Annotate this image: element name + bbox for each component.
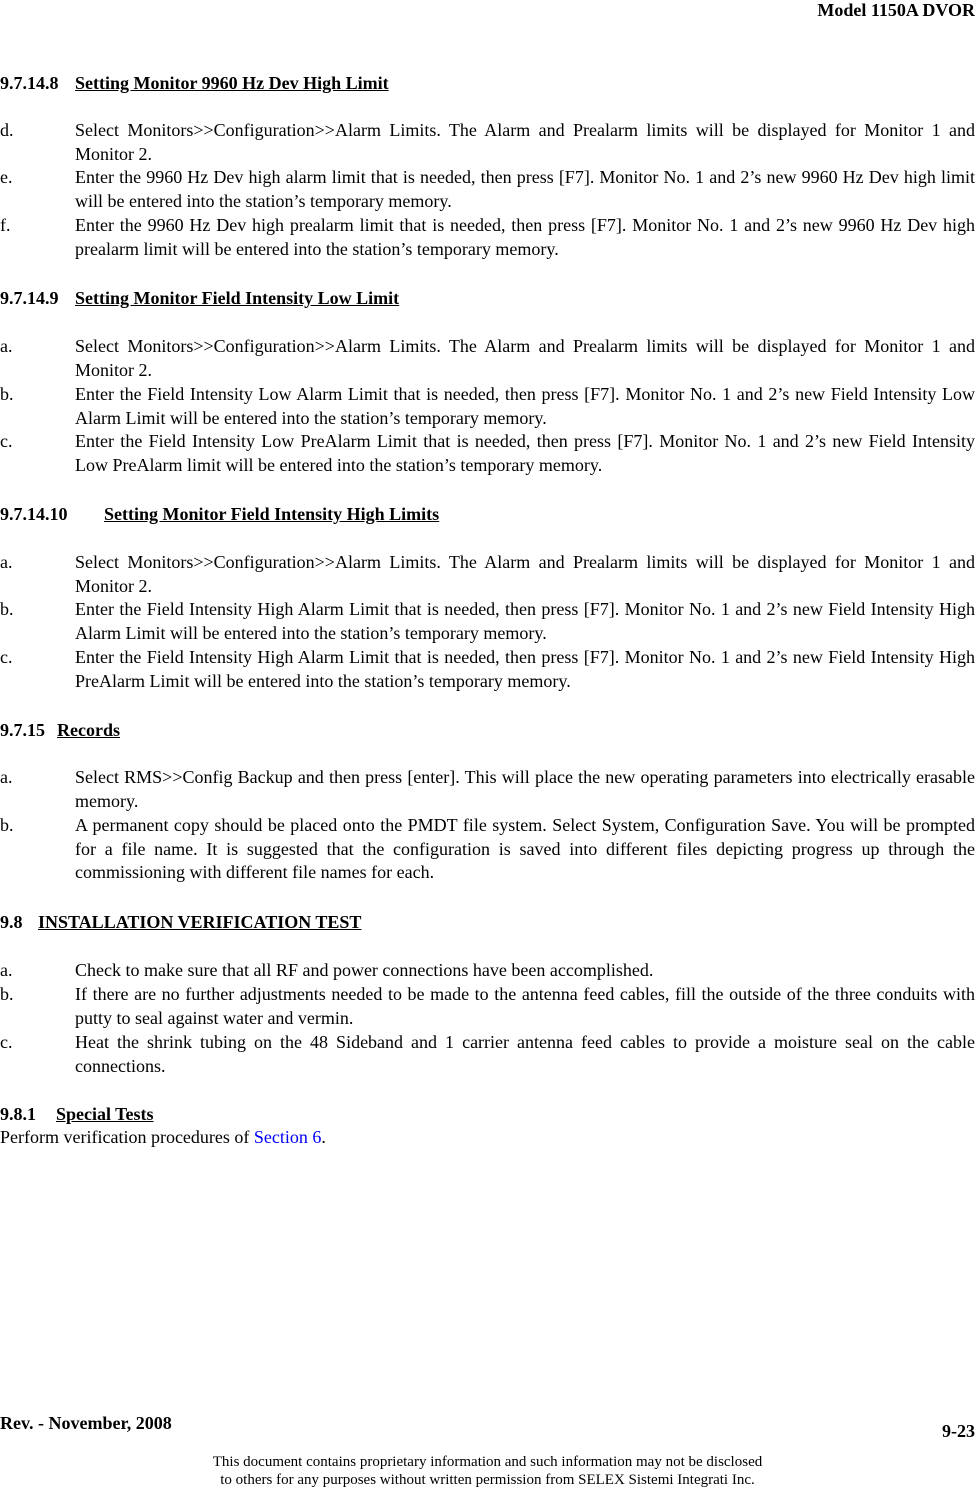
list-item	[0, 214, 975, 261]
section-title: Setting Monitor Field Intensity Low Limit	[75, 288, 400, 308]
list-item-letter: b.	[0, 815, 14, 835]
list-item-text: Enter the 9960 Hz Dev high alarm limit that is needed, then press [F7]. Monitor No. 1 and 2’s new 9960 Hz Dev high limit will be entered into the station’s temporary memory.	[75, 167, 975, 211]
list-item-letter: c.	[0, 1032, 13, 1052]
list-item-letter: c.	[0, 647, 13, 667]
list-item-text: Select RMS>>Config Backup and then press [enter]. This will place the new operating parameters into electrically erasable memory.	[75, 767, 975, 811]
special-tests-period: .	[321, 1127, 326, 1147]
section-title: Special Tests	[56, 1104, 154, 1124]
list-item-text: Enter the 9960 Hz Dev high prealarm limit that is needed, then press [F7]. Monitor No. 1 and 2’s new 9960 Hz Dev high prealarm limit will be entered into the station’s temporary memory.	[75, 215, 975, 259]
section-heading-9-7-14-9	[0, 287, 399, 309]
section-number: 9.8	[0, 912, 23, 932]
list-item	[0, 1031, 975, 1078]
list-item-letter: a.	[0, 336, 13, 356]
section-number: 9.7.14.8	[0, 73, 59, 93]
list-item-letter: b.	[0, 984, 14, 1004]
section-6-link[interactable]: Section 6	[253, 1127, 322, 1147]
list-item	[0, 983, 975, 1030]
list-item-text: Enter the Field Intensity Low PreAlarm Limit that is needed, then press [F7]. Monitor No. 1 and 2’s new Field Intensity Low PreAlarm limit will be entered into the station’s temporary memory.	[75, 431, 975, 475]
special-tests-paragraph	[0, 1126, 326, 1148]
section-number: 9.7.14.10	[0, 504, 68, 524]
list-item-letter: c.	[0, 431, 13, 451]
list-item	[0, 119, 975, 166]
document-model-header: Model 1150A DVOR	[817, 0, 975, 20]
list-item	[0, 766, 975, 813]
section-heading-9-8	[0, 911, 361, 933]
section-number: 9.7.14.9	[0, 288, 59, 308]
list-item-text: Enter the Field Intensity High Alarm Limit that is needed, then press [F7]. Monitor No. 1 and 2’s new Field Intensity High PreAlarm Limit will be entered into the station’s temporary memory.	[75, 647, 975, 691]
list-item	[0, 430, 975, 477]
list-item	[0, 383, 975, 430]
section-heading-9-7-15	[0, 719, 120, 741]
section-title: Setting Monitor Field Intensity High Limits	[104, 504, 440, 524]
proprietary-notice-line: to others for any purposes without written permission from SELEX Sistemi Integrati Inc.	[220, 1472, 755, 1488]
proprietary-notice	[0, 1453, 975, 1489]
section-number: 9.8.1	[0, 1104, 36, 1124]
section-title: Records	[57, 720, 120, 740]
special-tests-text: Perform verification procedures of	[0, 1127, 254, 1147]
list-item-letter: a.	[0, 767, 13, 787]
list-item-text: Enter the Field Intensity Low Alarm Limit that is needed, then press [F7]. Monitor No. 1 and 2’s new Field Intensity Low Alarm Limit will be entered into the station’s temporary memory.	[75, 384, 975, 428]
list-item-text: Check to make sure that all RF and power connections have been accomplished.	[75, 960, 654, 980]
section-title: Setting Monitor 9960 Hz Dev High Limit	[75, 73, 389, 93]
list-item	[0, 959, 975, 983]
list-item	[0, 646, 975, 693]
section-title: INSTALLATION VERIFICATION TEST	[38, 912, 362, 932]
section-number: 9.7.15	[0, 720, 45, 740]
list-item-text: If there are no further adjustments needed to be made to the antenna feed cables, fill the outside of the three conduits with putty to seal against water and vermin.	[75, 984, 975, 1028]
list-item-text: Select Monitors>>Configuration>>Alarm Limits. The Alarm and Prealarm limits will be displayed for Monitor 1 and Monitor 2.	[75, 336, 975, 380]
list-item-letter: b.	[0, 384, 14, 404]
proprietary-notice-line: This document contains proprietary information and such information may not be disclosed	[212, 1454, 763, 1470]
list-item-text: A permanent copy should be placed onto the PMDT file system. Select System, Configuration Save. You will be prompted for a file name. It is suggested that the configuration is saved into different files depicting progress up through the commissioning with different file names for each.	[75, 815, 975, 882]
list-item-letter: a.	[0, 552, 13, 572]
list-item-text: Select Monitors>>Configuration>>Alarm Limits. The Alarm and Prealarm limits will be displayed for Monitor 1 and Monitor 2.	[75, 552, 975, 596]
page-number: 9-23	[942, 1421, 975, 1441]
list-item	[0, 814, 975, 885]
section-heading-9-7-14-8	[0, 72, 389, 94]
list-item-letter: b.	[0, 599, 14, 619]
list-item	[0, 166, 975, 213]
list-item	[0, 551, 975, 598]
list-item-letter: e.	[0, 167, 13, 187]
list-item	[0, 598, 975, 645]
list-item-letter: a.	[0, 960, 13, 980]
section-heading-9-7-14-10	[0, 503, 439, 525]
list-item-text: Enter the Field Intensity High Alarm Limit that is needed, then press [F7]. Monitor No. 1 and 2’s new Field Intensity High Alarm Limit will be entered into the station’s temporary memory.	[75, 599, 975, 643]
list-item-text: Select Monitors>>Configuration>>Alarm Limits. The Alarm and Prealarm limits will be displayed for Monitor 1 and Monitor 2.	[75, 120, 975, 164]
list-item	[0, 335, 975, 382]
list-item-letter: f.	[0, 215, 11, 235]
section-heading-9-8-1	[0, 1103, 154, 1125]
list-item-letter: d.	[0, 120, 14, 140]
revision-date: Rev. - November, 2008	[0, 1413, 172, 1433]
list-item-text: Heat the shrink tubing on the 48 Sideband and 1 carrier antenna feed cables to provide a moisture seal on the cable connections.	[75, 1032, 975, 1076]
